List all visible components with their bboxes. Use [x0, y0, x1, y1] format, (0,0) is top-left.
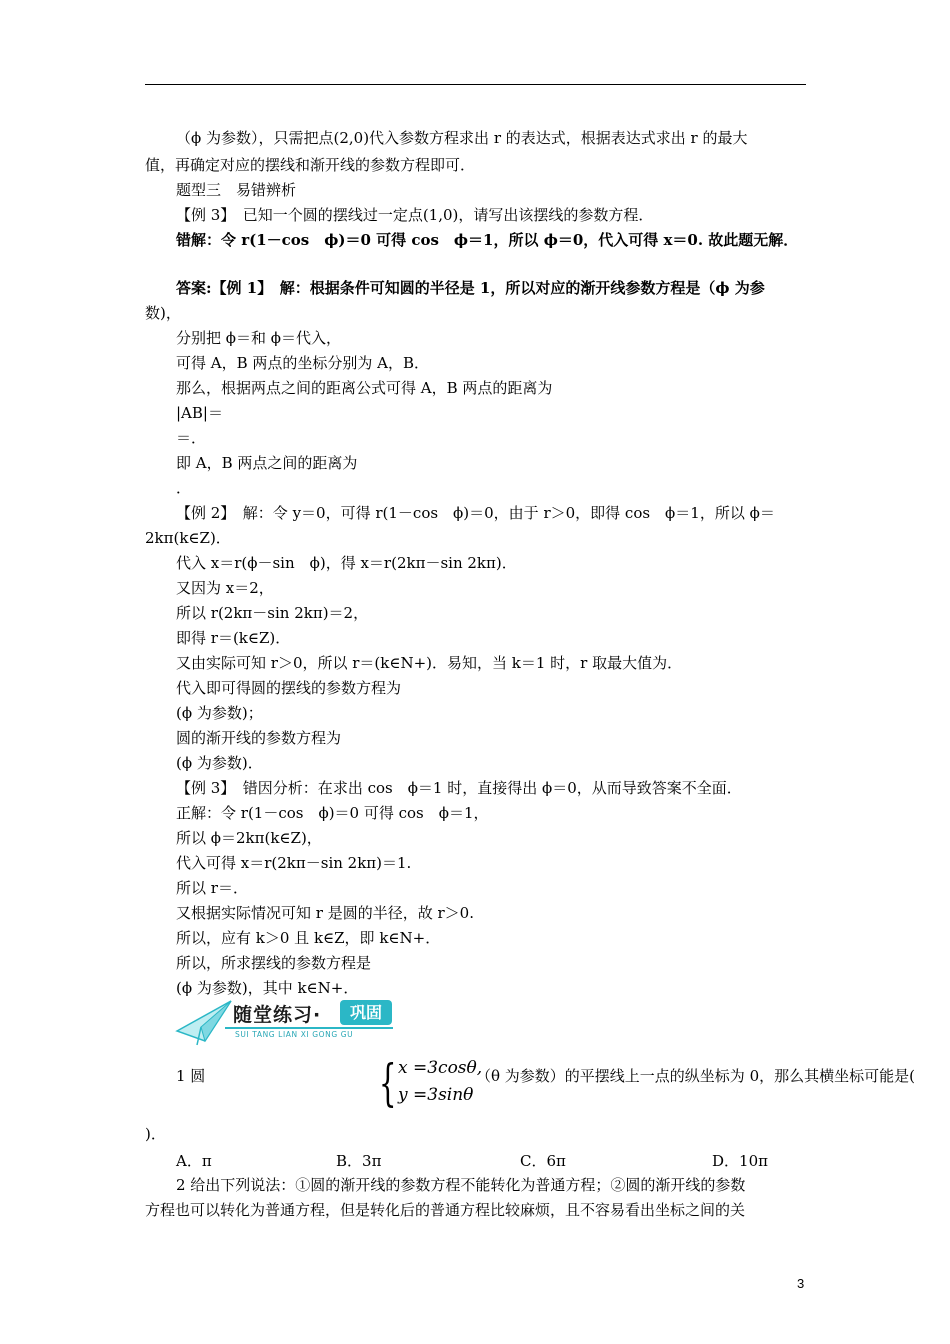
answer-heading: 答案:【例 1】 解：根据条件可知圆的半径是 1，所以对应的渐开线参数方程是（ϕ 为参 [176, 279, 765, 297]
section-heading: 题型三 易错辨析 [176, 181, 297, 199]
text-line: 代入可得 x＝r(2kπ－sin 2kπ)＝1. [176, 854, 412, 872]
text-line: ． [176, 479, 192, 497]
example-statement: 【例 3】 已知一个圆的摆线过一定点(1,0)，请写出该摆线的参数方程． [176, 206, 654, 224]
text-line: 又根据实际情况可知 r 是圆的半径，故 r＞0. [176, 904, 474, 922]
equation-x: x =3cosθ, [398, 1058, 483, 1078]
text-line: 2kπ(k∈Z)． [145, 529, 231, 547]
text-line: (ϕ 为参数)； [176, 704, 263, 722]
page-number: 3 [797, 1276, 805, 1291]
text-line: 所以 r(2kπ－sin 2kπ)＝2， [176, 604, 369, 622]
wrong-solution: 错解：令 r(1－cos ϕ)＝0 可得 cos ϕ＝1，所以 ϕ＝0，代入可得 x＝0. 故此题无解． [176, 231, 799, 249]
text-line: ＝． [176, 429, 207, 447]
question-2-line-2: 方程也可以转化为普通方程，但是转化后的普通方程比较麻烦，且不容易看出坐标之间的关 [145, 1201, 746, 1219]
option-b: B．3π [336, 1152, 382, 1170]
banner-title: 随堂练习· [233, 1004, 322, 1026]
equation-y: y =3sinθ [398, 1085, 474, 1105]
banner-subtitle: SUI TANG LIAN XI GONG GU [235, 1030, 354, 1039]
text-line: 【例 3】 错因分析：在求出 cos ϕ＝1 时，直接得出 ϕ＝0，从而导致答案不全面． [176, 779, 742, 797]
text-line: 即得 r＝(k∈Z)． [176, 629, 291, 647]
question-1-lead: 1 圆 [176, 1067, 206, 1085]
text-line: 又因为 x＝2， [176, 579, 274, 597]
text-line: |AB|＝ [176, 404, 223, 422]
text-line: 又由实际可知 r＞0，所以 r＝(k∈N+)．易知，当 k＝1 时，r 取最大值为． [176, 654, 683, 672]
text-line: 圆的渐开线的参数方程为 [176, 729, 342, 747]
text-line: 所以 ϕ＝2kπ(k∈Z)， [176, 829, 322, 847]
text-line: 代入 x＝r(ϕ－sin ϕ)，得 x＝r(2kπ－sin 2kπ)． [176, 554, 517, 572]
question-1-close: )． [145, 1125, 166, 1143]
practice-banner [175, 997, 400, 1049]
text-line: 所以，应有 k＞0 且 k∈Z，即 k∈N+． [176, 929, 441, 947]
option-c: C．6π [520, 1152, 566, 1170]
text-line: 【例 2】 解：令 y＝0，可得 r(1－cos ϕ)＝0，由于 r＞0，即得 cos ϕ＝1，所以 ϕ＝ [176, 504, 775, 522]
question-1-text: （θ 为参数）的平摆线上一点的纵坐标为 0，那么其横坐标可能是( [476, 1067, 915, 1085]
text-line: 所以，所求摆线的参数方程是 [176, 954, 372, 972]
text-line: 即 A，B 两点之间的距离为 [176, 454, 358, 472]
text-line: (ϕ 为参数)，其中 k∈N+． [176, 979, 359, 997]
text-line: 数)， [145, 304, 181, 322]
paper-plane-icon [175, 997, 233, 1049]
option-a: A．π [176, 1152, 212, 1170]
text-line: (ϕ 为参数)． [176, 754, 263, 772]
option-d: D．10π [712, 1152, 768, 1170]
question-1 [176, 1054, 915, 1114]
text-line: 所以 r＝． [176, 879, 248, 897]
header-rule [145, 84, 806, 85]
text-line: 可得 A，B 两点的坐标分别为 A，B． [176, 354, 430, 372]
banner-underline [225, 1027, 393, 1029]
text-line: 值，再确定对应的摆线和渐开线的参数方程即可． [145, 156, 476, 174]
banner-tag: 巩固 [340, 1000, 392, 1025]
brace-symbol: { [379, 1054, 397, 1112]
question-2-line-1: 2 给出下列说法：①圆的渐开线的参数方程不能转化为普通方程；②圆的渐开线的参数 [176, 1176, 746, 1194]
text-line: （ϕ 为参数），只需把点(2,0)代入参数方程求出 r 的表达式，根据表达式求出 r 的最大 [176, 129, 748, 147]
text-line: 那么，根据两点之间的距离公式可得 A，B 两点的距离为 [176, 379, 553, 397]
text-line: 代入即可得圆的摆线的参数方程为 [176, 679, 402, 697]
text-line: 正解：令 r(1－cos ϕ)＝0 可得 cos ϕ＝1， [176, 804, 489, 822]
text-line: 分别把 ϕ＝和 ϕ＝代入， [176, 329, 341, 347]
